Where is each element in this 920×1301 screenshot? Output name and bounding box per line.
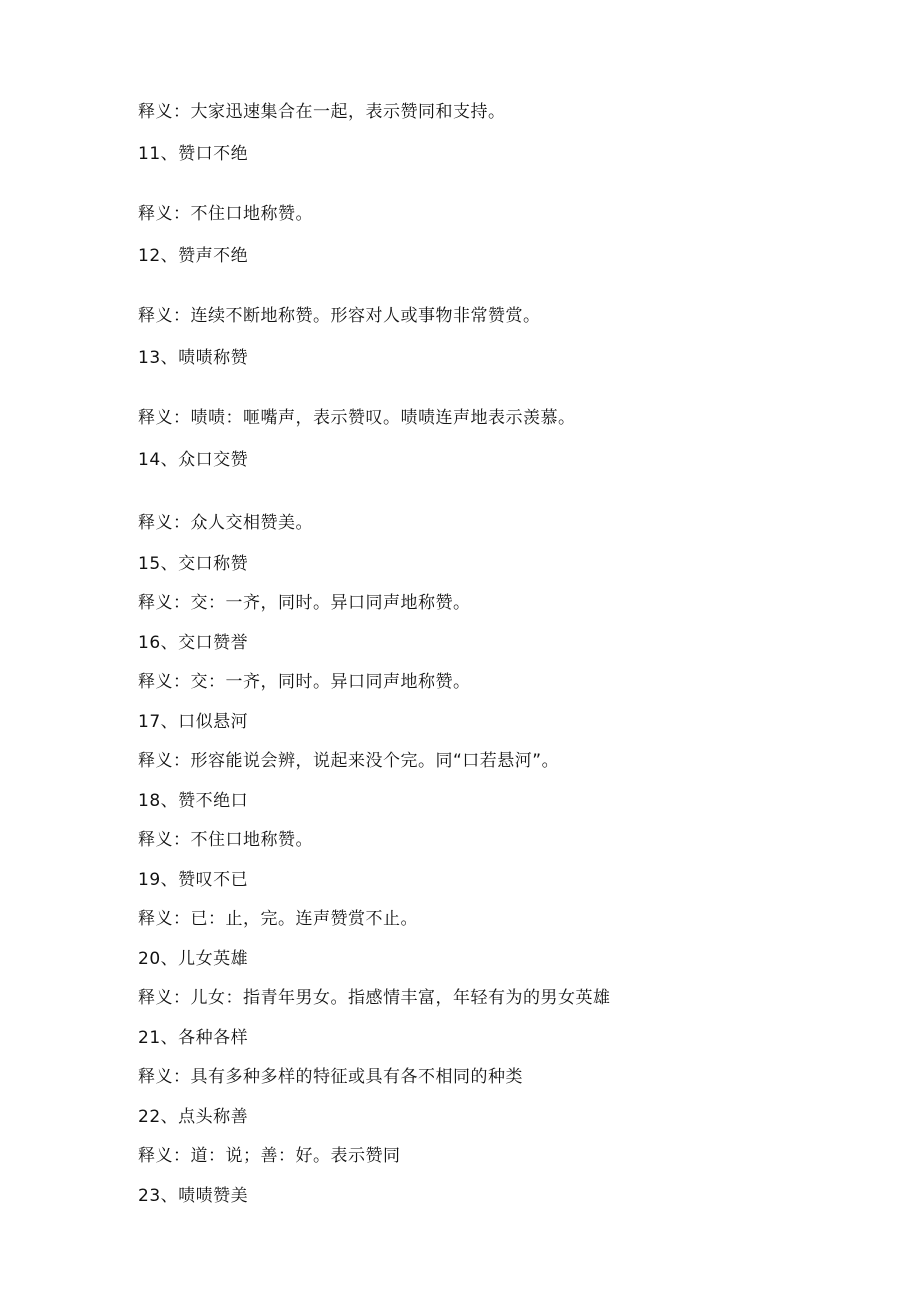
idiom-heading: 22、点头称善 [138,1107,249,1127]
idiom-heading: 14、众口交赞 [138,450,249,470]
idiom-heading: 12、赞声不绝 [138,246,249,266]
definition-line: 释义：儿女：指青年男女。指感情丰富，年轻有为的男女英雄 [138,988,611,1008]
definition-line: 释义：形容能说会辨，说起来没个完。同“口若悬河”。 [138,751,560,771]
idiom-heading: 19、赞叹不已 [138,870,249,890]
idiom-heading: 13、啧啧称赞 [138,348,249,368]
idiom-heading: 11、赞口不绝 [138,144,249,164]
definition-line: 释义：已：止，完。连声赞赏不止。 [138,909,418,929]
idiom-heading: 23、啧啧赞美 [138,1186,249,1206]
idiom-heading: 20、儿女英雄 [138,949,249,969]
definition-line: 释义：众人交相赞美。 [138,513,313,533]
idiom-heading: 16、交口赞誉 [138,633,249,653]
definition-line: 释义：大家迅速集合在一起，表示赞同和支持。 [138,102,506,122]
definition-line: 释义：啧啧：咂嘴声，表示赞叹。啧啧连声地表示羡慕。 [138,408,576,428]
definition-line: 释义：不住口地称赞。 [138,830,313,850]
idiom-heading: 15、交口称赞 [138,554,249,574]
definition-line: 释义：道：说；善：好。表示赞同 [138,1146,401,1166]
definition-line: 释义：具有多种多样的特征或具有各不相同的种类 [138,1067,523,1087]
idiom-heading: 17、口似悬河 [138,712,249,732]
definition-line: 释义：交：一齐，同时。异口同声地称赞。 [138,593,471,613]
idiom-heading: 21、各种各样 [138,1028,249,1048]
idiom-heading: 18、赞不绝口 [138,791,249,811]
definition-line: 释义：连续不断地称赞。形容对人或事物非常赞赏。 [138,306,541,326]
definition-line: 释义：交：一齐，同时。异口同声地称赞。 [138,672,471,692]
definition-line: 释义：不住口地称赞。 [138,204,313,224]
